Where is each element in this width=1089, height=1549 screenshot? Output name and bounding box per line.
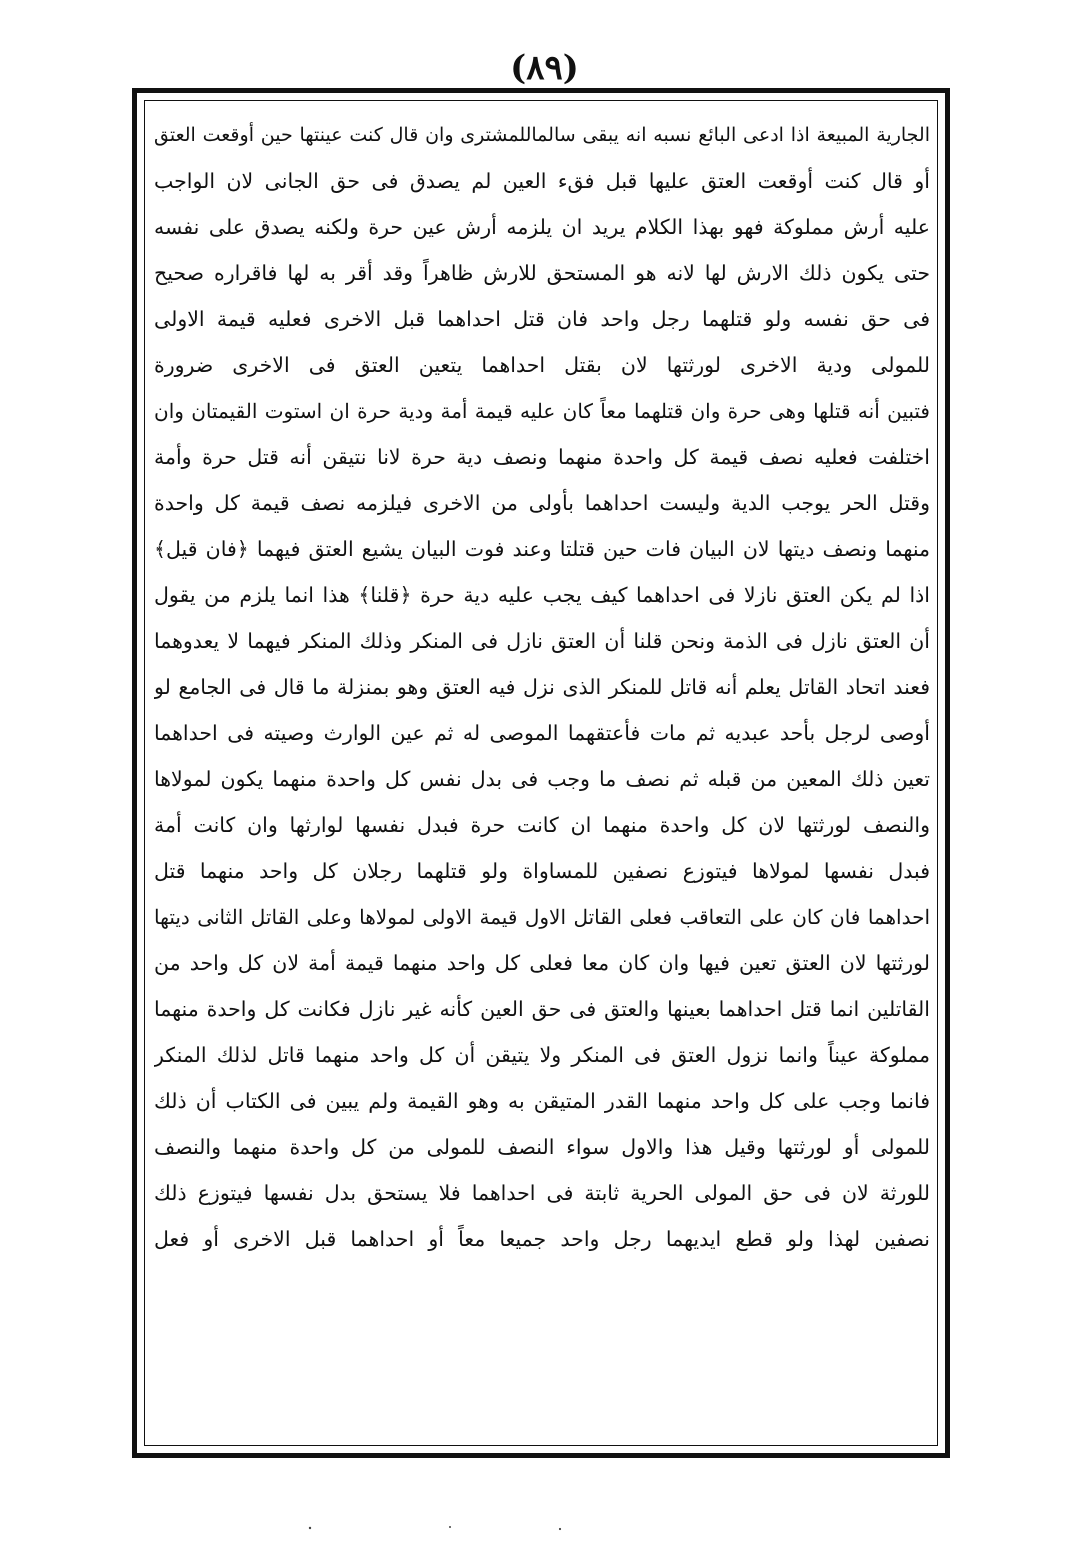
text-line: للمولى أو لورثتها وقيل هذا والاول سواء النصف للمولى من كل واحدة منهما والنصف (154, 1135, 930, 1159)
text-line: القاتلين انما قتل احداهما بعينها والعتق فى حق العين كأنه غير نازل فكانت كل واحدة منهما (154, 997, 930, 1021)
text-line: حتى يكون ذلك الارش لها لانه هو المستحق للارش ظاهراً وقد أقر به لها فاقراره صحيح (154, 261, 930, 285)
text-line: للورثة لان فى حق المولى الحرية ثابتة فى احداهما فلا يستحق بدل نفسها فيتوزع ذلك (154, 1181, 930, 1205)
text-line: فانما وجب على كل واحد منهما القدر المتيقن به وهو القيمة ولم يبين فى الكتاب أن ذلك (154, 1089, 930, 1113)
page-number: (٨٩) (510, 48, 579, 88)
text-line: لورثتها لان العتق تعين فيها وان كان معا فعلى كل واحد منهما قيمة أمة لان كل واحد من (154, 951, 930, 975)
text-line: أن العتق نازل فى الذمة ونحن قلنا أن العتق نازل فى المنكر وذلك المنكر فيهما لا يعدوهما (154, 629, 930, 653)
text-line: فى حق نفسه ولو قتلهما رجل واحد فان قتل احداهما قبل الاخرى فعليه قيمة الاولى (154, 307, 930, 331)
text-line: فعند اتحاد القاتل يعلم أنه قاتل للمنكر الذى نزل فيه العتق وهو بمنزلة ما قال فى الجامع لو (154, 675, 930, 699)
text-line: والنصف لورثتها لان كل واحدة منهما ان كانت حرة فبدل نفسها لوارثها وان كانت أمة (154, 813, 930, 837)
text-line: احداهما فان كان على التعاقب فعلى القاتل الاول قيمة الاولى لمولاها وعلى القاتل الثانى ديتها (154, 905, 930, 929)
text-line: نصفين لهذا ولو قطع ايديهما رجل واحد جميعا معاً أو احداهما قبل الاخرى أو فعل (154, 1227, 930, 1251)
text-line: تعين ذلك المعين من قبله ثم نصف ما وجب فى بدل نفس كل واحدة منهما يكون لمولاها (154, 767, 930, 791)
text-line: مملوكة عيناً وانما نزول العتق فى المنكر ولا يتيقن أن كل واحد منهما قاتل لذلك المنكر (154, 1043, 930, 1067)
text-line: اذا لم يكن العتق نازلا فى احداهما كيف يجب عليه دية حرة ﴿قلنا﴾ هذا انما يلزم من يقول (154, 583, 930, 607)
text-line: عليه أرش مملوكة فهو بهذا الكلام يريد ان يلزمه أرش عين حرة ولكنه يصدق على نفسه (154, 215, 930, 239)
text-line: أوصى لرجل بأحد عبديه ثم مات فأعتقهما الموصى له ثم عين الوارث وصيته فى احداهما (154, 721, 930, 745)
text-line: أو قال كنت أوقعت العتق عليها قبل فقء العين لم يصدق فى حق الجانى لان الواجب (154, 169, 930, 193)
text-line: اختلفت فعليه نصف قيمة كل واحدة منهما ونصف دية حرة لانا نتيقن أنه قتل حرة وأمة (154, 445, 930, 469)
text-line: فبدل نفسها لمولاها فيتوزع نصفين للمساواة ولو قتلهما رجلان كل واحد منهما قتل (154, 859, 930, 883)
scan-speckles (300, 1525, 700, 1531)
text-body (154, 112, 930, 1438)
text-line: فتبين أنه قتلها وهى حرة وان قتلهما معاً كان عليه قيمة أمة ودية حرة ان استوت القيمتان وان (154, 399, 930, 423)
text-line: منهما ونصف ديتها لان البيان فات حين قتلتا وعند فوت البيان يشيع العتق فيهما ﴿فان قيل﴾ (154, 537, 930, 561)
text-line: وقتل الحر يوجب الدية وليست احداهما بأولى من الاخرى فيلزمه نصف قيمة كل واحدة (154, 491, 930, 515)
text-line: للمولى ودية الاخرى لورثتها لان بقتل احداهما يتعين العتق فى الاخرى ضرورة (154, 353, 930, 377)
text-line: الجارية المبيعة اذا ادعى البائع نسبه انه يبقى سالماللمشترى وان قال كنت عينتها حين أوقعت العتق (154, 124, 930, 146)
